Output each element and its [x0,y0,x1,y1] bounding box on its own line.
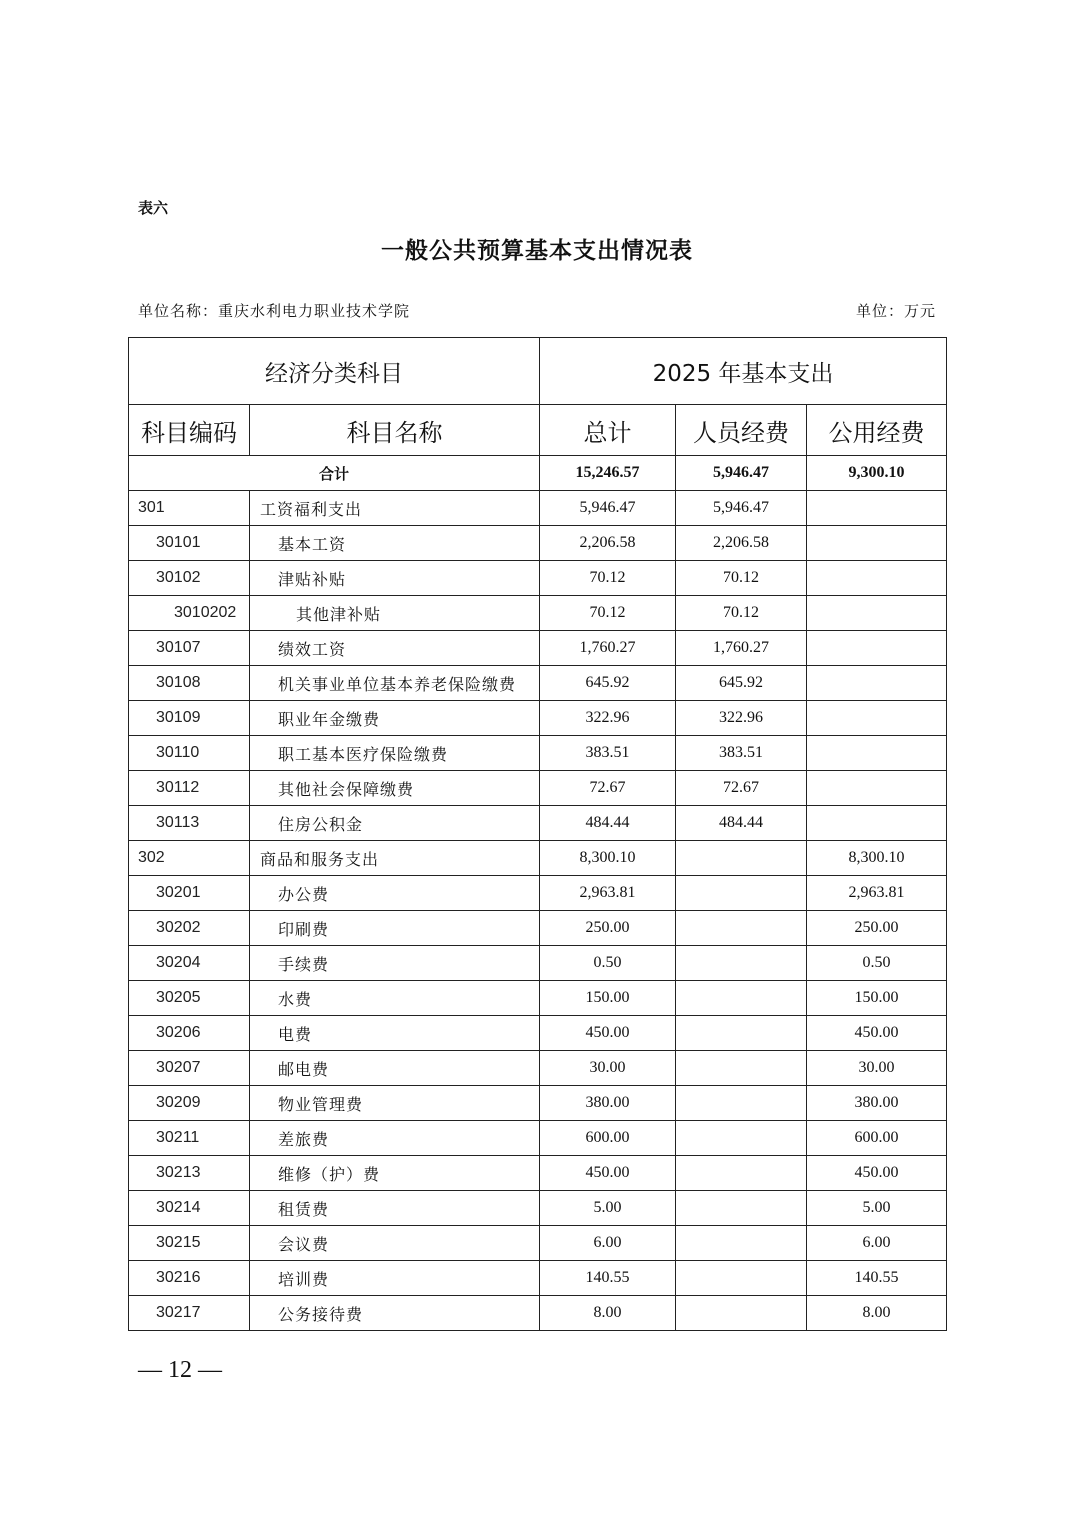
total-row [129,456,947,491]
row-code: 30101 [129,526,250,561]
row-public [807,596,947,631]
row-total: 70.12 [540,596,676,631]
row-total: 70.12 [540,561,676,596]
page-number: — 12 — [138,1357,222,1383]
table-row [129,491,947,526]
row-personnel: 2,206.58 [676,526,807,561]
row-personnel [676,1016,807,1051]
row-name: 印刷费 [250,911,540,946]
row-public: 6.00 [807,1226,947,1261]
row-personnel: 70.12 [676,596,807,631]
row-personnel: 1,760.27 [676,631,807,666]
row-total: 5.00 [540,1191,676,1226]
row-code: 30113 [129,806,250,841]
row-code: 30217 [129,1296,250,1331]
row-public: 0.50 [807,946,947,981]
row-total: 250.00 [540,911,676,946]
row-personnel [676,911,807,946]
row-name: 租赁费 [250,1191,540,1226]
row-public: 600.00 [807,1121,947,1156]
row-total: 5,946.47 [540,491,676,526]
row-personnel [676,1051,807,1086]
row-total: 72.67 [540,771,676,806]
row-code: 30215 [129,1226,250,1261]
row-public [807,561,947,596]
table-row [129,561,947,596]
row-name: 邮电费 [250,1051,540,1086]
row-name: 机关事业单位基本养老保险缴费 [250,666,540,701]
row-public: 30.00 [807,1051,947,1086]
row-code: 30204 [129,946,250,981]
row-public: 450.00 [807,1016,947,1051]
header-group-row [129,338,947,405]
row-public: 250.00 [807,911,947,946]
row-total: 450.00 [540,1156,676,1191]
row-public [807,806,947,841]
row-name: 手续费 [250,946,540,981]
row-total: 6.00 [540,1226,676,1261]
row-code: 30108 [129,666,250,701]
row-personnel: 72.67 [676,771,807,806]
row-code: 30211 [129,1121,250,1156]
row-total: 2,963.81 [540,876,676,911]
header-column-row [129,405,947,456]
row-name: 其他社会保障缴费 [250,771,540,806]
table-row [129,1121,947,1156]
table-row [129,1016,947,1051]
row-personnel [676,1156,807,1191]
row-personnel [676,1121,807,1156]
table-row [129,1261,947,1296]
row-public: 140.55 [807,1261,947,1296]
row-code: 30206 [129,1016,250,1051]
header-total: 总计 [540,405,676,456]
header-code: 科目编码 [129,405,250,456]
table-row [129,666,947,701]
row-code: 30109 [129,701,250,736]
table-row [129,596,947,631]
table-row [129,526,947,561]
row-public [807,491,947,526]
table-row [129,911,947,946]
row-name: 商品和服务支出 [250,841,540,876]
table-row [129,1051,947,1086]
total-public: 9,300.10 [807,456,947,491]
table-row [129,1226,947,1261]
row-code: 301 [129,491,250,526]
row-code: 30107 [129,631,250,666]
row-personnel [676,841,807,876]
row-personnel: 5,946.47 [676,491,807,526]
row-public: 150.00 [807,981,947,1016]
row-name: 会议费 [250,1226,540,1261]
table-row [129,1086,947,1121]
header-name: 科目名称 [250,405,540,456]
row-name: 维修（护）费 [250,1156,540,1191]
table-row [129,981,947,1016]
row-personnel: 484.44 [676,806,807,841]
row-public [807,666,947,701]
row-total: 0.50 [540,946,676,981]
row-name: 绩效工资 [250,631,540,666]
row-name: 基本工资 [250,526,540,561]
row-public [807,526,947,561]
row-code: 30213 [129,1156,250,1191]
row-total: 600.00 [540,1121,676,1156]
table-row [129,1156,947,1191]
row-total: 484.44 [540,806,676,841]
row-code: 30110 [129,736,250,771]
row-name: 水费 [250,981,540,1016]
total-label: 合计 [129,456,540,491]
row-name: 物业管理费 [250,1086,540,1121]
row-code: 30112 [129,771,250,806]
row-personnel: 322.96 [676,701,807,736]
table-row [129,806,947,841]
row-personnel [676,1086,807,1121]
row-public: 380.00 [807,1086,947,1121]
row-total: 450.00 [540,1016,676,1051]
row-total: 383.51 [540,736,676,771]
row-total: 8,300.10 [540,841,676,876]
row-total: 140.55 [540,1261,676,1296]
header-basic-expenditure: 2025 年基本支出 [540,338,947,405]
table-row [129,841,947,876]
row-total: 8.00 [540,1296,676,1331]
budget-table [128,337,947,1331]
total-amount: 15,246.57 [540,456,676,491]
row-personnel [676,981,807,1016]
row-public: 8,300.10 [807,841,947,876]
row-personnel [676,1226,807,1261]
row-name: 电费 [250,1016,540,1051]
unit-name: 单位名称：重庆水利电力职业技术学院 [138,302,411,320]
row-total: 1,760.27 [540,631,676,666]
row-total: 2,206.58 [540,526,676,561]
row-code: 30102 [129,561,250,596]
row-total: 380.00 [540,1086,676,1121]
row-public [807,631,947,666]
row-personnel [676,946,807,981]
row-name: 其他津补贴 [250,596,540,631]
row-name: 办公费 [250,876,540,911]
row-personnel: 70.12 [676,561,807,596]
row-public [807,771,947,806]
row-public: 5.00 [807,1191,947,1226]
table-row [129,736,947,771]
table-row [129,771,947,806]
table-row [129,1296,947,1331]
table-row [129,876,947,911]
table-row [129,1191,947,1226]
row-personnel: 383.51 [676,736,807,771]
row-public [807,736,947,771]
header-public: 公用经费 [807,405,947,456]
row-name: 住房公积金 [250,806,540,841]
row-total: 150.00 [540,981,676,1016]
total-personnel: 5,946.47 [676,456,807,491]
table-row [129,946,947,981]
table-number-label: 表六 [138,199,169,217]
row-name: 公务接待费 [250,1296,540,1331]
row-code: 30205 [129,981,250,1016]
row-personnel [676,876,807,911]
row-name: 工资福利支出 [250,491,540,526]
row-code: 30214 [129,1191,250,1226]
page-title: 一般公共预算基本支出情况表 [381,237,693,264]
row-personnel [676,1296,807,1331]
header-personnel: 人员经费 [676,405,807,456]
row-name: 差旅费 [250,1121,540,1156]
row-code: 30216 [129,1261,250,1296]
row-code: 30207 [129,1051,250,1086]
row-personnel: 645.92 [676,666,807,701]
row-public: 8.00 [807,1296,947,1331]
row-total: 645.92 [540,666,676,701]
row-code: 30209 [129,1086,250,1121]
row-personnel [676,1261,807,1296]
table-row [129,631,947,666]
row-public: 450.00 [807,1156,947,1191]
header-economic-classification: 经济分类科目 [129,338,540,405]
row-total: 30.00 [540,1051,676,1086]
row-code: 3010202 [129,596,250,631]
row-total: 322.96 [540,701,676,736]
currency-unit: 单位：万元 [855,302,936,320]
row-personnel [676,1191,807,1226]
row-code: 30202 [129,911,250,946]
row-name: 职工基本医疗保险缴费 [250,736,540,771]
row-name: 培训费 [250,1261,540,1296]
row-public [807,701,947,736]
row-name: 职业年金缴费 [250,701,540,736]
row-code: 30201 [129,876,250,911]
row-public: 2,963.81 [807,876,947,911]
row-code: 302 [129,841,250,876]
row-name: 津贴补贴 [250,561,540,596]
table-row [129,701,947,736]
